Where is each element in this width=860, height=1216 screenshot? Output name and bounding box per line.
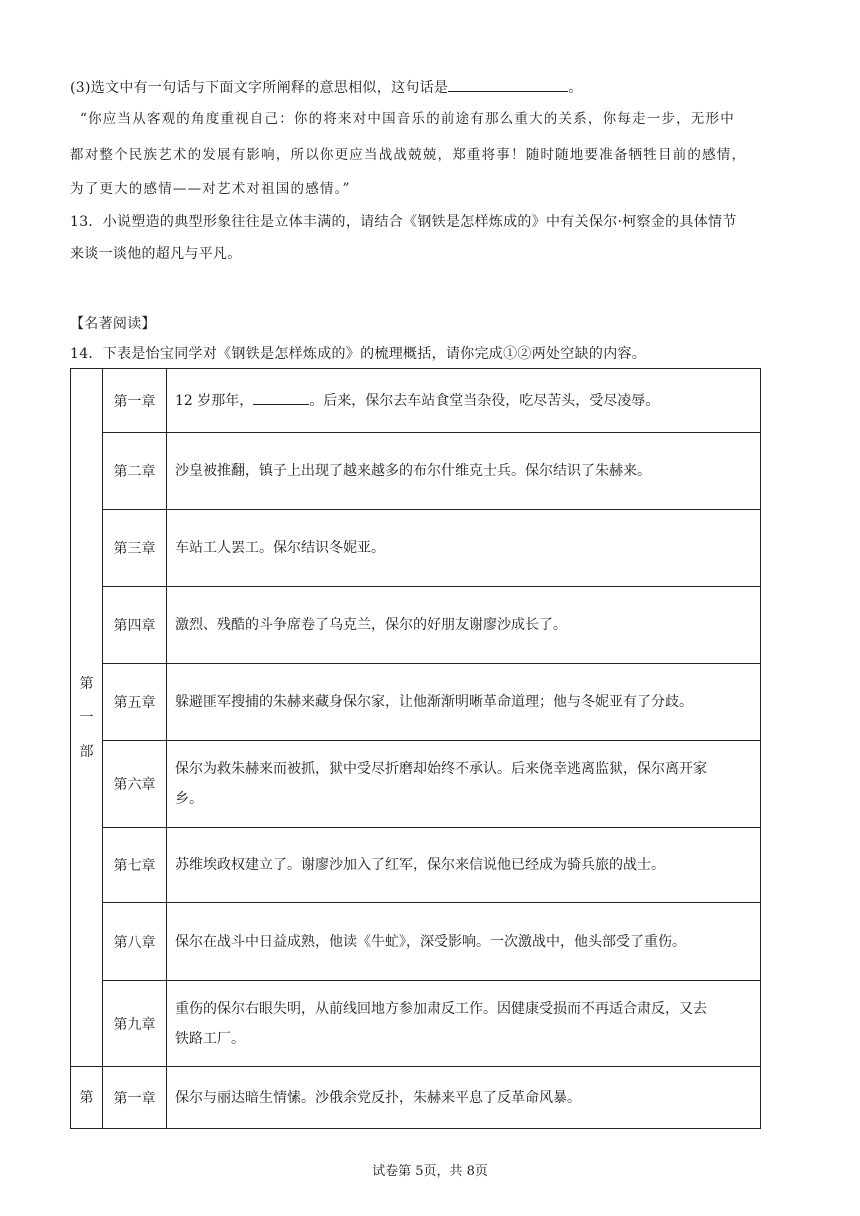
chapter-label: 第八章 [103,903,167,981]
chapter-summary: 保尔与丽达暗生情愫。沙俄余党反扑，朱赫来平息了反革命风暴。 [167,1067,761,1129]
table-row [71,981,761,1067]
chapter-summary: 保尔为救朱赫来而被抓，狱中受尽折磨却始终不承认。后来侥幸逃离监狱，保尔离开家 乡。 [167,741,761,828]
page-footer: 试卷第 5页，共 8页 [372,1164,488,1179]
summary-table [70,368,761,1129]
question-3-text: (3)选文中有一句话与下面文字所阐释的意思相似，这句话是 [70,80,449,96]
question-13-line-2: 来谈一谈他的超凡与平凡。 [70,246,242,262]
chapter-label: 第一章 [103,1067,167,1129]
chapter-summary: 保尔在战斗中日益成熟，他读《牛虻》，深受影响。一次激战中，他头部受了重伤。 [167,903,761,981]
answer-blank-1[interactable] [253,390,309,405]
chapter-label: 第四章 [103,587,167,664]
chapter-summary: 沙皇被推翻，镇子上出现了越来越多的布尔什维克士兵。保尔结识了朱赫来。 [167,433,761,510]
chapter-label: 第五章 [103,664,167,741]
table-row [71,1067,761,1129]
table-row [71,664,761,741]
table-row [71,510,761,587]
part-1-label: 第 一 部 [71,369,103,1067]
chapter-label: 第七章 [103,828,167,903]
question-14: 14．下表是怡宝同学对《钢铁是怎样炼成的》的梳理概括，请你完成①②两处空缺的内容。 [70,346,647,362]
question-3-suffix: 。 [568,80,583,96]
chapter-summary: 12 岁那年， 。后来，保尔去车站食堂当杂役，吃尽苦头，受尽凌辱。 [167,369,761,433]
answer-blank[interactable] [448,77,568,92]
quote-line-1: “你应当从客观的角度重视自己：你的将来对中国音乐的前途有那么重大的关系，你每走一步，无形中 [80,111,735,127]
chapter-label: 第二章 [103,433,167,510]
chapter-summary: 车站工人罢工。保尔结识冬妮亚。 [167,510,761,587]
chapter-label: 第六章 [103,741,167,828]
chapter-summary: 躲避匪军搜捕的朱赫来藏身保尔家，让他渐渐明晰革命道理；他与冬妮亚有了分歧。 [167,664,761,741]
chapter-label: 第一章 [103,369,167,433]
quote-line-3: 为了更大的感情——对艺术对祖国的感情。” [70,181,351,197]
part-2-label: 第 [71,1067,103,1129]
chapter-summary: 苏维埃政权建立了。谢廖沙加入了红军，保尔来信说他已经成为骑兵旅的战士。 [167,828,761,903]
table-row [71,903,761,981]
table-row [71,587,761,664]
question-3 [70,77,583,97]
table-row [71,828,761,903]
quote-line-2: 都对整个民族艺术的发展有影响，所以你更应当战战兢兢，郑重将事！随时随地要准备牺牲目前的感情， [70,147,747,163]
section-heading: 【名著阅读】 [70,316,156,332]
chapter-label: 第九章 [103,981,167,1067]
table-row [71,369,761,433]
table-row [71,741,761,828]
chapter-summary: 重伤的保尔右眼失明，从前线回地方参加肃反工作。因健康受损而不再适合肃反，又去 铁路工厂。 [167,981,761,1067]
chapter-summary: 激烈、残酷的斗争席卷了乌克兰，保尔的好朋友谢廖沙成长了。 [167,587,761,664]
question-13-line-1: 13．小说塑造的典型形象往往是立体丰满的，请结合《钢铁是怎样炼成的》中有关保尔·柯察金的具体情节 [70,214,737,230]
chapter-label: 第三章 [103,510,167,587]
table-row [71,433,761,510]
